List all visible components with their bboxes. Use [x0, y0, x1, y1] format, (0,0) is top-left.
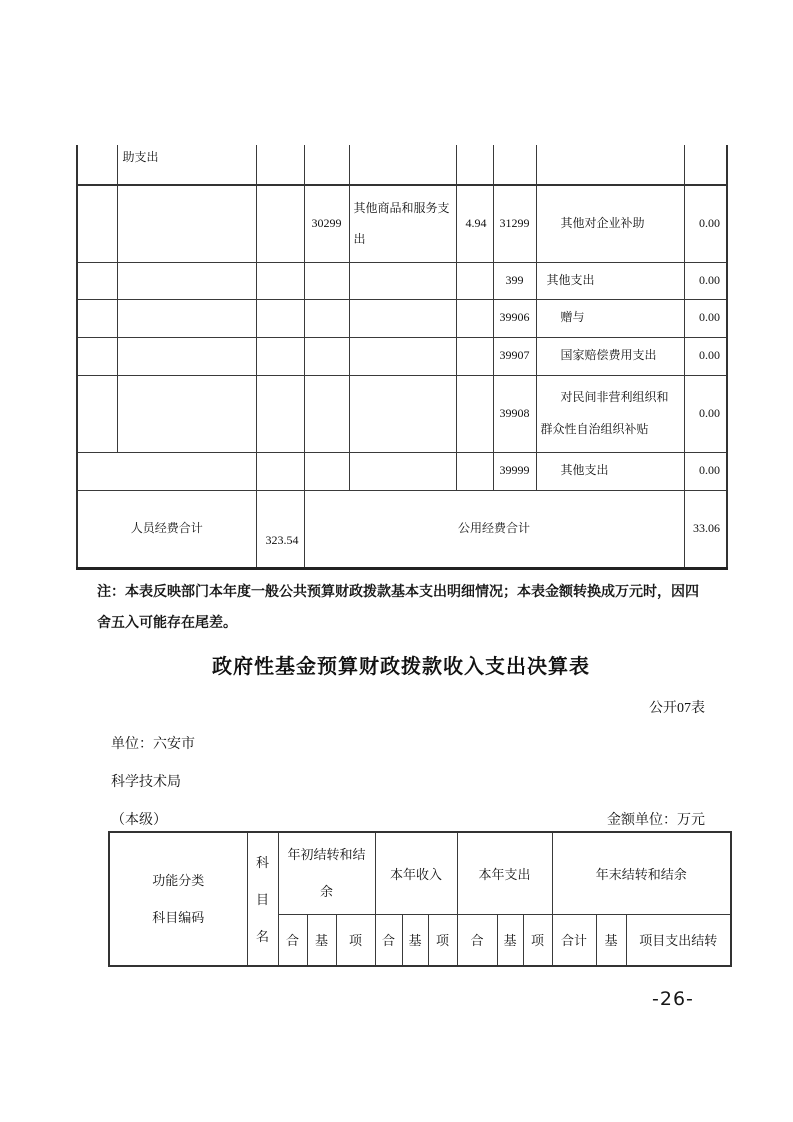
subcol-basic: 基: [596, 914, 626, 966]
functional-code-label: 功能分类科目编码: [152, 873, 205, 925]
cell-empty: [77, 299, 117, 337]
cell-amount: 0.00: [684, 337, 727, 375]
cell-empty: [256, 145, 304, 185]
cell-empty: [77, 452, 256, 490]
subcol-project: 项: [523, 914, 552, 966]
header-row-top: [109, 832, 731, 914]
cell-empty: [77, 337, 117, 375]
cell-empty: [304, 299, 349, 337]
cell-empty: [304, 145, 349, 185]
cell-economic-name: 其他支出: [536, 452, 684, 490]
table-number-label: 公开07表: [649, 701, 705, 716]
col-subject-name: [247, 832, 278, 966]
cell-economic-name: 其他商品和服务支出: [349, 185, 456, 262]
table-row: [77, 299, 727, 337]
cell-empty: [256, 262, 304, 299]
cell-economic-code: 30299: [304, 185, 349, 262]
subcol-basic: 基: [402, 914, 428, 966]
amount-unit-label: 金额单位：万元: [607, 813, 705, 828]
cell-empty: [304, 452, 349, 490]
col-begin-balance: [278, 832, 375, 914]
subcol-project: 项: [336, 914, 375, 966]
page-title: 政府性基金预算财政拨款收入支出决算表: [212, 656, 590, 678]
subcol-basic: 基: [497, 914, 523, 966]
cell-empty: [456, 299, 493, 337]
basic-expenditure-table: [76, 145, 728, 570]
table-row: [77, 337, 727, 375]
cell-empty: [536, 145, 684, 185]
cell-economic-code: 39908: [493, 375, 536, 452]
cell-amount: 0.00: [684, 299, 727, 337]
cell-category-continued: 助支出: [117, 145, 256, 185]
cell-economic-name: 对民间非营利组织和群众性自治组织补贴: [536, 375, 684, 452]
table-row: [77, 262, 727, 299]
cell-empty: [349, 452, 456, 490]
col-current-expense: 本年支出: [457, 832, 552, 914]
subcol-total: 合: [457, 914, 497, 966]
cell-empty: [349, 299, 456, 337]
cell-amount: 4.94: [456, 185, 493, 262]
cell-empty: [117, 299, 256, 337]
cell-economic-code: 39906: [493, 299, 536, 337]
cell-economic-code: 399: [493, 262, 536, 299]
table-row: [77, 145, 727, 185]
subject-name-label: 科目名: [255, 854, 269, 944]
cell-empty: [77, 262, 117, 299]
subcol-total-full: 合计: [552, 914, 596, 966]
cell-public-total-label: 公用经费合计: [304, 490, 684, 568]
col-functional-code: [109, 832, 247, 966]
cell-empty: [77, 145, 117, 185]
cell-empty: [117, 262, 256, 299]
table-footnote: 注：本表反映部门本年度一般公共预算财政拨款基本支出明细情况；本表金额转换成万元时，因四舍五入可能存在尾差。: [97, 583, 699, 630]
cell-empty: [456, 145, 493, 185]
cell-economic-name: 其他支出: [536, 262, 684, 299]
cell-empty: [493, 145, 536, 185]
table-row: [77, 375, 727, 452]
cell-empty: [349, 337, 456, 375]
cell-empty: [117, 375, 256, 452]
cell-empty: [256, 299, 304, 337]
cell-empty: [77, 185, 117, 262]
table-row: [77, 185, 727, 262]
subcol-total: 合: [375, 914, 402, 966]
cell-economic-name: 国家赔偿费用支出: [536, 337, 684, 375]
subcol-project: 项: [428, 914, 457, 966]
cell-empty: [349, 375, 456, 452]
fund-budget-table: [108, 831, 732, 967]
cell-empty: [349, 262, 456, 299]
cell-empty: [77, 375, 117, 452]
cell-empty: [304, 375, 349, 452]
subcol-total: 合: [278, 914, 307, 966]
cell-empty: [256, 375, 304, 452]
unit-name-line2: 科学技术局: [111, 775, 181, 790]
cell-personnel-total-label: 人员经费合计: [77, 490, 256, 568]
cell-empty: [256, 337, 304, 375]
cell-empty: [456, 337, 493, 375]
cell-amount: 0.00: [684, 185, 727, 262]
cell-empty: [304, 337, 349, 375]
cell-empty: [456, 262, 493, 299]
cell-amount: 0.00: [684, 375, 727, 452]
subcol-project-carryover: 项目支出结转: [626, 914, 731, 966]
summary-row: [77, 490, 727, 568]
cell-amount: 0.00: [684, 262, 727, 299]
col-end-balance: 年末结转和结余: [552, 832, 731, 914]
begin-balance-label: 年初结转和结余: [287, 847, 366, 900]
subcol-basic: 基: [307, 914, 336, 966]
cell-public-total-amount: 33.06: [684, 490, 727, 568]
cell-empty: [684, 145, 727, 185]
unit-name-line1: 单位：六安市: [111, 737, 195, 752]
cell-economic-code: 31299: [493, 185, 536, 262]
cell-empty: [304, 262, 349, 299]
cell-economic-code: 39907: [493, 337, 536, 375]
cell-empty: [256, 452, 304, 490]
cell-personnel-total-amount: 323.54: [256, 490, 304, 568]
unit-name-line3: （本级）: [111, 813, 167, 828]
cell-empty: [117, 337, 256, 375]
page-number: -26-: [652, 988, 694, 1010]
cell-economic-name: 其他对企业补助: [536, 185, 684, 262]
cell-economic-name: 赠与: [536, 299, 684, 337]
cell-economic-code: 39999: [493, 452, 536, 490]
cell-empty: [456, 375, 493, 452]
cell-empty: [117, 185, 256, 262]
cell-empty: [456, 452, 493, 490]
cell-empty: [349, 145, 456, 185]
cell-empty: [256, 185, 304, 262]
table-row: [77, 452, 727, 490]
cell-amount: 0.00: [684, 452, 727, 490]
col-current-income: 本年收入: [375, 832, 457, 914]
